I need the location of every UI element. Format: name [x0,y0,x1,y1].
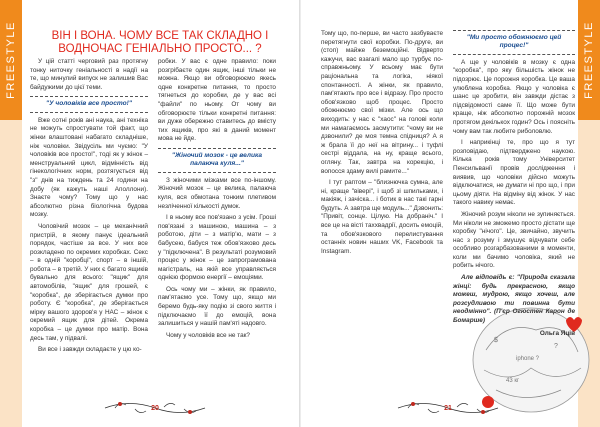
section-label-right: FREESTYLE [583,21,595,99]
left-page [0,0,299,427]
paragraph: Вже сотні років ані наука, ані техніка не можуть спростувати той факт, що жінки влаштовані набагато складніше, ніж чоловіки. Звідусіль ми чуємо: "У чоловіків все просто!", тоді як у жінок – менструальний цикл, відмінність від гінекологічних норм, розтягується від "з" днів на тиждень та 24 години на добу (як кажуть наші Аполлони). Знаєте чому? Тому що у нас абсолютно різна біологічна будова мозку. [30,116,148,219]
svg-text:iphone ?: iphone ? [516,356,540,362]
pull-quote: "Жіночий мозок - це велика палаюча куля..." [158,148,276,173]
right-column-1 [321,30,443,259]
page-number-left: 20 [151,405,159,412]
paragraph: І наприкінці те, про що я тут розповідаю, підтверджено наукою. Кілька років тому Університет Пенсильванії провів дослідження і виявив, що чоловіки дійсно можуть відключатися, не думати ні про що, і при цьому діяти. На відміну від жінок. У нас такого навику немає. [453,139,575,207]
paragraph: У цій статті черговий раз протягну тонку ниточку геніальності в надії на те, що минулий випуск не залишив Вас байдужими до цієї теми. [30,58,148,91]
left-column-1 [30,58,148,358]
section-label-left: FREESTYLE [5,21,17,99]
section-tab-right [578,0,600,120]
article-title: ВІН І ВОНА. ЧОМУ ВСЕ ТАК СКЛАДНО І ВОДНОЧАС ГЕНІАЛЬНО ПРОСТО... ? [51,30,269,55]
page-number-right: 21 [444,405,452,412]
section-tab-left [0,0,22,120]
paragraph: Ось чому ми – жінки, як правило, пам'ятаємо усе. Тому що, якщо ми беремо будь-яку подію зі свого життя і підключаємо її до емоцій, вона залишиться у нашій пам'яті надовго. [158,285,276,328]
paragraph: Чому у чоловіків все не так? [166,331,250,339]
paragraph: З жіночими мізками все по-іншому. Жіночий мозок – це велика, палаюча куля, вся обмотана тонким плетивом незліченної кількості думок. [158,176,276,210]
paragraph: Ви все і завжди складаєте у цю ко- [38,346,142,354]
pull-quote: "Ми просто обожнюємо цей процес!" [453,30,575,55]
paragraph: Чоловічий мозок – це механічний пристрій, в якому панує ідеальний порядок, частіше за все. У них все розкладено по окремих коробках. Секс – в одній "коробці", спорт – в іншій, робота – в третій. У них є багато ящиків бувально для всього: "ящик" для автомобілів, "ящик" для грошей, є "коробка", де зберігається думки про роботу. Є "коробка", де зберігається мірку вашого здоров'я у НАС – жінок є окремий ящик для дітей. Окрема коробка – це думки про матір. Вона десь там, у підвалі. [30,222,148,342]
right-column-2 [453,30,575,338]
side-bar-left [0,120,22,427]
left-column-2 [158,58,276,343]
paragraph: А ще у чоловіків в мозку є одна "коробка", про яку більшість жінок не підозрює. Це порожня коробка. Це ваша улюблена коробка. Якщо у чоловіка є шанс це зробити, він завжди дістає з підсвідомості саме її. Що може бути краще, ніж абсолютно порожній мозок протягом декількох годин? Ось і поясніть чому вам так любите риболовлю. [453,58,575,135]
right-page [301,0,600,427]
svg-text:?: ? [554,343,558,350]
author-signature: Ольга Яців [539,329,575,337]
paragraph: І тут раптом – "близнючка сумна, але ні, краще "вівері", і щоб зі шпильками, і макіяж, і зачіска... і ботик в нас такі гарні будуть. А завтра ще модуль..." Дзвонить: "Привіт, сонце. Цілую. На добраніч." І все це на вісті таххвадрії, досить емоцій, та обов'язкового перелистування останніх новин наших VK, Facebook та Instagram. [321,179,443,255]
paragraph: робки. У вас є одне правило: поки розгрібаєте один ящик, інші тільки не можна. Якщо ви обговорюємо якесь одне конкретне питання, то просто тягнеться до коробки, де у вас всі "файли" по ньому. От чому ви обговорюєте тільки конкретні питання: ви дуже обережно ставитесь до вмісту тих ящиків, про які в даний момент мова не йде. [158,58,276,143]
pull-quote: "У чоловіків все просто!" [30,96,148,112]
paragraph: І в ньому все пов'язано з усім. Гроші пов'язані з машиною, машина – з роботою, діти – з матір'ю, мати – з бабусею, бабуся теж обов'язково десь у "підключена". В результаті розумовий процес у жінок – це запрограмована магістраль, на якій все управляється однією формою енергії – емоціями. [158,214,276,282]
paragraph: Жіночий розум ніколи не зупиняється. Ми ніколи не зможемо просто дістати ще коробку "нічого". Це, звичайно, звучить нас з розуму і змушує відчувати себе особливо розгарбазованими в моменти, коли ми бачимо чоловіка, який не робить нічого. [453,210,575,270]
paragraph: Але відповідь є: "Природа сказала жінці: будь прекрасною, якщо можеш, мудрою, якщо хочеш, але розсудливою ти повинна бути неодмінно". (П'єр Огюстен Карон де Бомарше) [453,274,575,325]
paragraph: Тому що, по-перше, ви часто зазбуваєте перетягнути свої коробки. По-друге, ви (стоп) майже беземоційні. Відверто кажучи, вас взагалі мало що турбує по-справжньому. У всьому має бути раціональна та логіка, ніякої спонтанності. А жінки, як правило, пам'ятають про все і відразу. Про просто обов'язково щоб процес. Просто обожнюємо свої мізки. Але ось що виходить: у нас є "хаос" на голові коли ми намагаємось засмутити: "чому ви не дзвонили? де моя темна спідниця? А я ж брала її до неї на вітрину... і туфлі сестрі віддала, на ну, краще всього, огляну. Так, завтра на корекцію, і вопосся здаму вилі рамите..." [321,30,443,175]
svg-text:43 кг: 43 кг [506,378,520,384]
svg-text:$: $ [494,337,498,344]
